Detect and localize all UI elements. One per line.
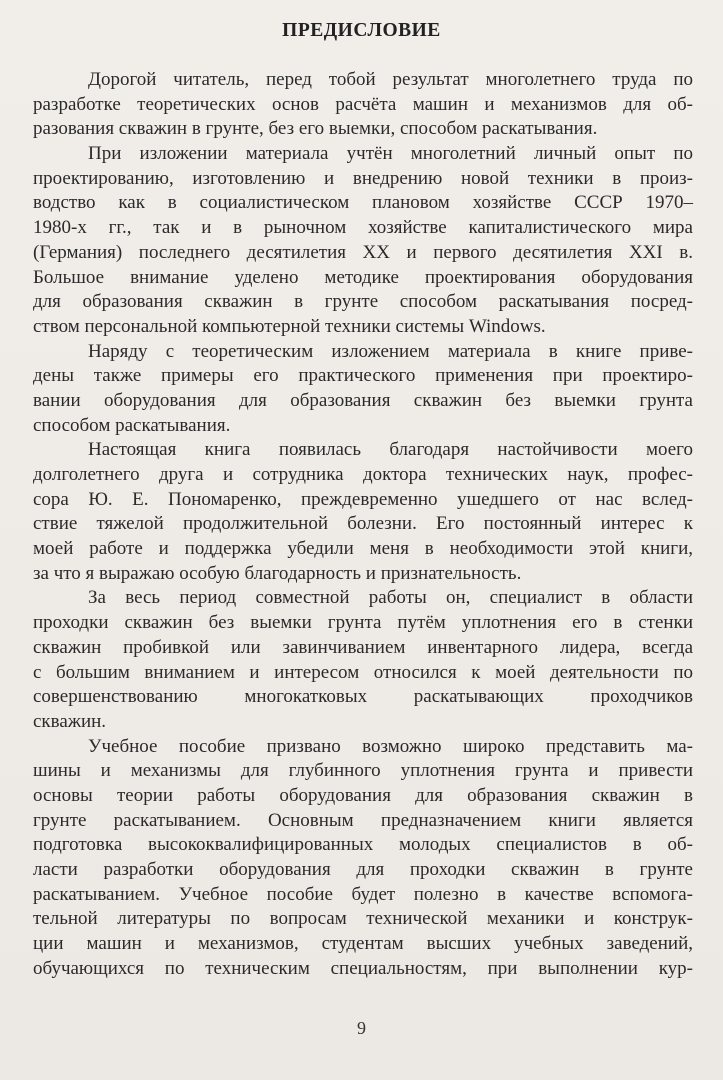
text-line: обучающихся по техническим специальностям, при выполнении кур-: [33, 957, 693, 979]
text-line: тельной литературы по вопросам технической механики и конструк-: [33, 908, 693, 930]
text-line: ласти разработки оборудования для проходки скважин в грунте: [33, 859, 693, 880]
text-line: дены также примеры его практического применения при проектиро-: [33, 365, 693, 387]
text-line: (Германия) последнего десятилетия XX и первого десятилетия XXI в.: [33, 241, 693, 263]
text-line: долголетнего друга и сотрудника доктора технических наук, профес-: [33, 464, 693, 485]
text-line: Учебное пособие призвано возможно широко представить ма-: [88, 735, 693, 757]
text-line: проходки скважин без выемки грунта путём уплотнения его в стенки: [33, 612, 693, 634]
text-line: ством персональной компьютерной техники системы Windows.: [33, 315, 546, 337]
text-line: раскатыванием. Учебное пособие будет полезно в качестве вспомога-: [33, 883, 693, 905]
text-line: скважин.: [33, 710, 107, 732]
text-line: грунте раскатыванием. Основным предназначением книги является: [33, 809, 693, 831]
text-line: Дорогой читатель, перед тобой результат многолетнего труда по: [88, 69, 693, 90]
text-line: За весь период совместной работы он, специалист в области: [88, 587, 693, 609]
text-line: за что я выражаю особую благодарность и признательность.: [33, 562, 522, 584]
text-line: проектированию, изготовлению и внедрению новой техники в произ-: [33, 167, 693, 189]
text-line: моей работе и поддержка убедили меня в необходимости этой книги,: [33, 538, 693, 560]
text-line: разработке теоретических основ расчёта машин и механизмов для об-: [33, 93, 693, 115]
text-line: скважин пробивкой или завинчиванием инвентарного лидера, всегда: [33, 636, 693, 658]
text-line: сора Ю. Е. Пономаренко, преждевременно ушедшего от нас вслед-: [33, 488, 693, 510]
text-line: Настоящая книга появилась благодаря настойчивости моего: [88, 439, 693, 461]
text-line: способом раскатывания.: [33, 414, 231, 436]
text-line: совершенствованию многокатковых раскатывающих проходчиков: [33, 686, 693, 708]
text-line: основы теории работы оборудования для образования скважин в: [33, 784, 693, 806]
text-line: разования скважин в грунте, без его выемки, способом раскатывания.: [33, 118, 598, 140]
text-line: подготовка высококвалифицированных молодых специалистов в об-: [33, 834, 693, 856]
text-line: При изложении материала учтён многолетний личный опыт по: [88, 143, 693, 165]
text-line: ствие тяжелой продолжительной болезни. Его постоянный интерес к: [33, 513, 693, 535]
text-line: для образования скважин в грунте способом раскатывания посред-: [33, 291, 693, 313]
text-line: с большим вниманием и интересом относился к моей деятельности по: [33, 661, 693, 683]
page-title: ПРЕДИСЛОВИЕ: [282, 20, 441, 41]
page-number: 9: [357, 1018, 366, 1038]
text-line: Большое внимание уделено методике проектирования оборудования: [33, 266, 693, 288]
text-line: шины и механизмы для глубинного уплотнения грунта и привести: [33, 760, 693, 782]
text-line: 1980-х гг., так и в рыночном хозяйстве капиталистического мира: [33, 217, 693, 239]
body-text: [33, 68, 693, 981]
text-line: вании оборудования для образования скважин без выемки грунта: [33, 389, 693, 411]
text-line: водство как в социалистическом плановом хозяйстве СССР 1970–: [33, 192, 693, 214]
text-line: ции машин и механизмов, студентам высших учебных заведений,: [33, 933, 693, 955]
text-line: Наряду с теоретическим изложением материала в книге приве-: [88, 340, 693, 362]
